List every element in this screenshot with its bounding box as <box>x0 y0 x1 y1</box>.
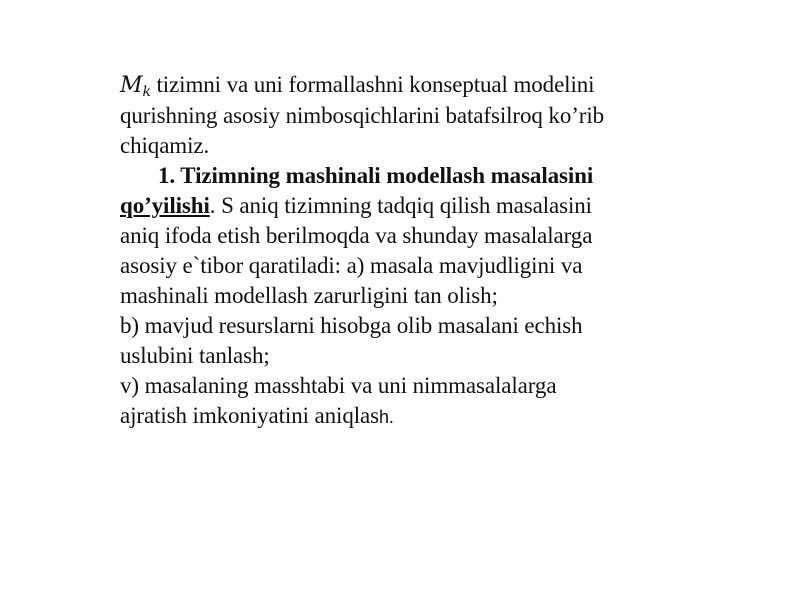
paragraph-line-3: chiqamiz. <box>120 133 210 158</box>
section-line-4: asosiy e`tibor qaratiladi: a) masala mavjudligini va <box>120 253 583 278</box>
section-heading-continued: qo’yilishi <box>120 193 210 218</box>
list-item-v-line-2-tail: h. <box>379 407 394 427</box>
body-text <box>120 70 700 432</box>
list-item-v-line-1: v) masalaning masshtabi va uni nimmasalalarga <box>120 373 557 398</box>
list-item-v-line-2 <box>120 401 700 432</box>
list-item-b-line-1: b) mavjud resurslarni hisobga olib masalani echish <box>120 313 583 338</box>
section-line-2 <box>120 191 700 221</box>
list-item-v-line-2-text: ajratish imkoniyatini aniqlas <box>120 403 379 428</box>
section-heading: 1. Tizimning mashinali modellash masalasini <box>158 163 594 188</box>
list-item-b-line-2: uslubini tanlash; <box>120 343 270 368</box>
math-subscript: k <box>142 84 151 100</box>
section-line-2-text: . S aniq tizimning tadqiq qilish masalasini <box>209 193 592 218</box>
section-line-3: aniq ifoda etish berilmoqda va shunday masalalarga <box>120 223 593 248</box>
paragraph-line-1-text: tizimni va uni formallashni konseptual modelini <box>150 72 595 97</box>
paragraph-line-2: qurishning asosiy nimbosqichlarini batafsilroq ko’rib <box>120 103 605 128</box>
math-symbol: $M_k$ <box>120 73 151 100</box>
section-line-5: mashinali modellash zarurligini tan olish; <box>120 283 498 308</box>
paragraph-line-1 <box>120 70 700 101</box>
